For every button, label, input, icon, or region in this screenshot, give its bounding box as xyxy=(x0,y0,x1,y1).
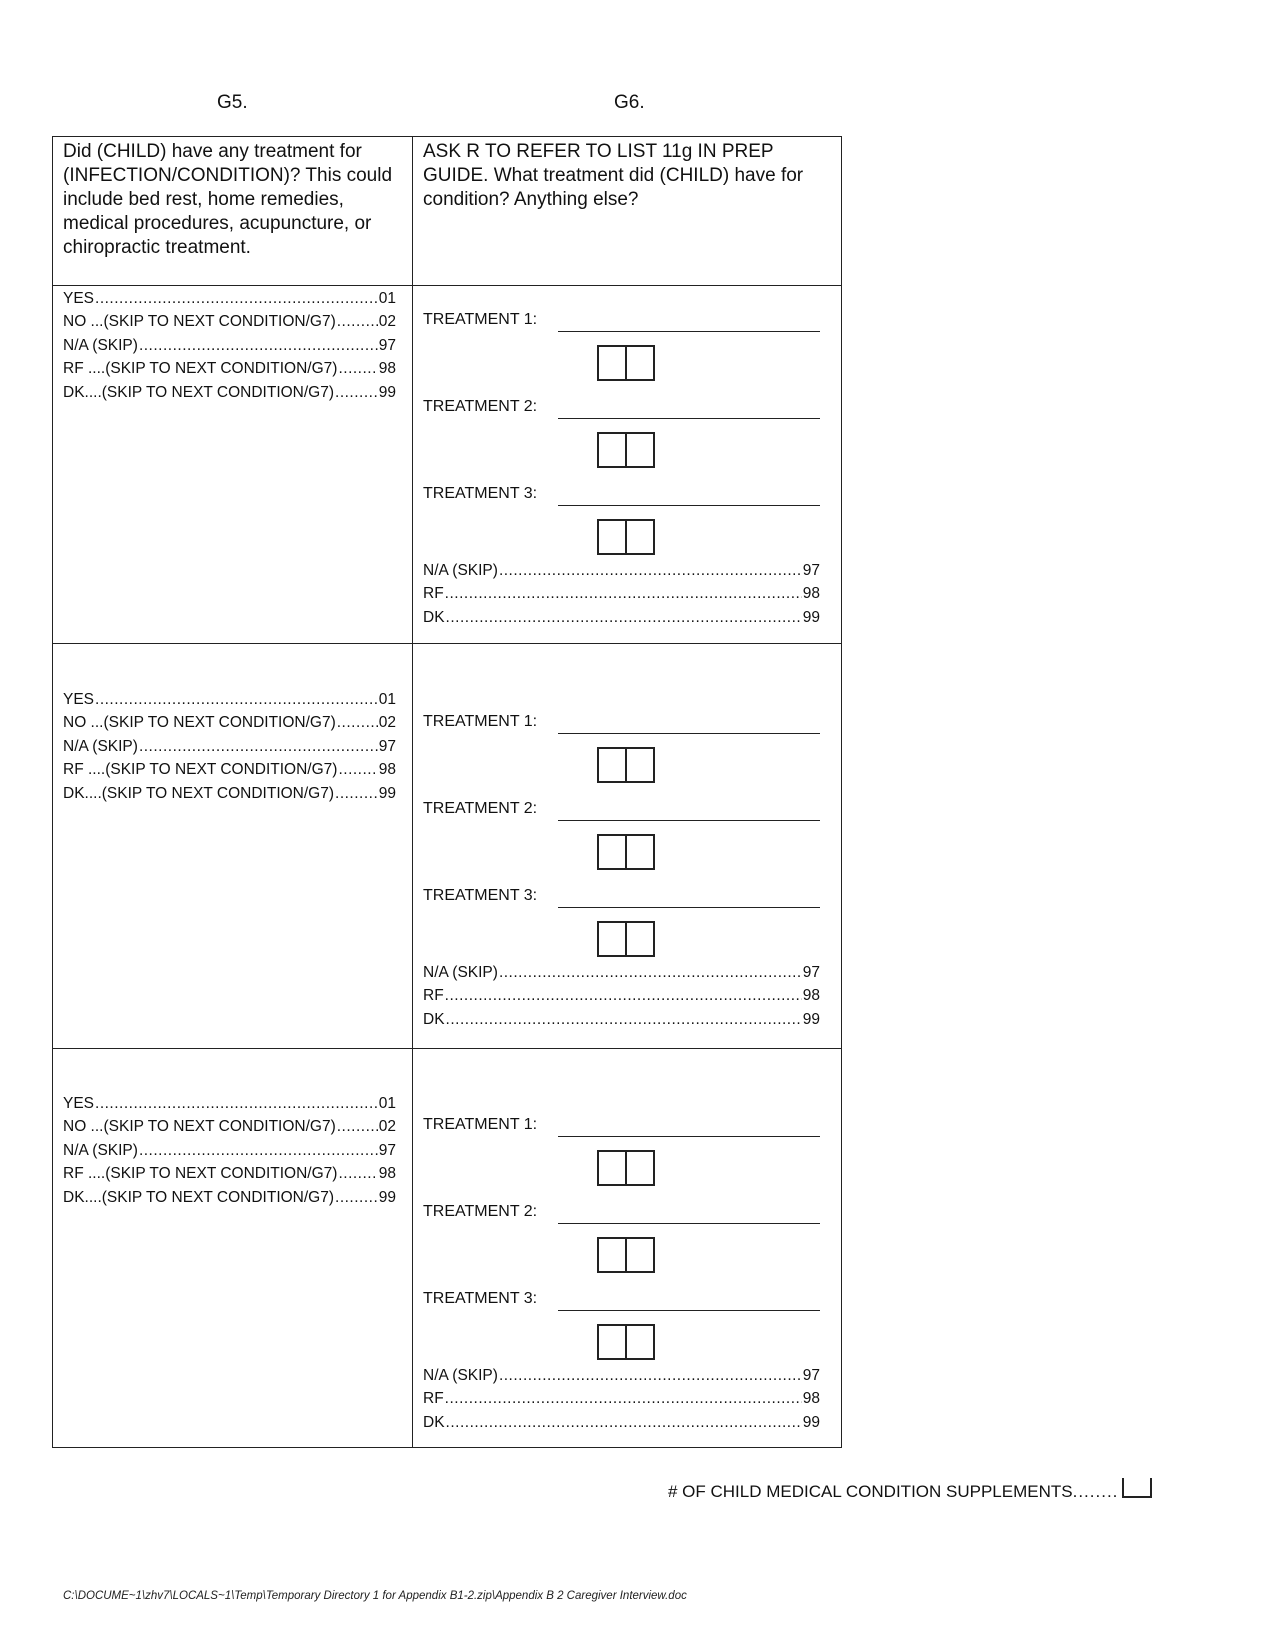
response-option[interactable]: N/A (SKIP) ..... 97 xyxy=(423,961,820,985)
g6-code-list xyxy=(423,1364,820,1435)
treatment-code-box[interactable] xyxy=(597,1237,655,1273)
response-option[interactable]: NO ...(SKIP TO NEXT CONDITION/G7) ..... 02 xyxy=(63,1116,396,1140)
treatment-entry xyxy=(423,1290,823,1370)
response-option[interactable]: YES ..... 01 xyxy=(63,287,396,311)
response-option[interactable]: DK....(SKIP TO NEXT CONDITION/G7) ..... 99 xyxy=(63,381,396,405)
treatment-code-box[interactable] xyxy=(597,921,655,957)
response-option[interactable]: N/A (SKIP) ..... 97 xyxy=(63,735,396,759)
g5-response-list xyxy=(63,688,396,806)
treatment-label: TREATMENT 3: xyxy=(423,887,538,904)
treatment-label: TREATMENT 1: xyxy=(423,1116,538,1133)
treatment-write-line[interactable] xyxy=(558,418,820,419)
supplements-count-box[interactable] xyxy=(1122,1478,1152,1498)
treatment-write-line[interactable] xyxy=(558,907,820,908)
row-divider xyxy=(53,1048,841,1049)
g6-treatment-block xyxy=(423,713,823,1033)
response-option[interactable]: NO ...(SKIP TO NEXT CONDITION/G7) ..... 02 xyxy=(63,712,396,736)
column-label-g5: G5. xyxy=(217,92,248,113)
response-option[interactable]: RF ..... 98 xyxy=(423,985,820,1009)
treatment-entry xyxy=(423,1116,823,1196)
response-option[interactable]: N/A (SKIP) ..... 97 xyxy=(63,1139,396,1163)
treatment-code-box[interactable] xyxy=(597,345,655,381)
response-option[interactable]: RF ..... 98 xyxy=(423,1388,820,1412)
treatment-code-box[interactable] xyxy=(597,834,655,870)
treatment-label: TREATMENT 1: xyxy=(423,311,538,328)
treatment-write-line[interactable] xyxy=(558,331,820,332)
treatment-write-line[interactable] xyxy=(558,505,820,506)
treatment-label: TREATMENT 3: xyxy=(423,485,538,502)
treatment-label: TREATMENT 2: xyxy=(423,800,538,817)
treatment-label: TREATMENT 1: xyxy=(423,713,538,730)
g5-response-list xyxy=(63,1092,396,1210)
treatment-label: TREATMENT 3: xyxy=(423,1290,538,1307)
supplements-label: # OF CHILD MEDICAL CONDITION SUPPLEMENTS xyxy=(668,1482,1073,1501)
response-option[interactable]: DK ..... 99 xyxy=(423,1411,820,1435)
response-option[interactable]: DK....(SKIP TO NEXT CONDITION/G7) ..... 99 xyxy=(63,782,396,806)
g5-question-text: Did (CHILD) have any treatment for (INFECTION/CONDITION)? This could include bed rest, home remedies, medical procedures, acupuncture, or chiropractic treatment. xyxy=(63,141,393,258)
treatment-write-line[interactable] xyxy=(558,1136,820,1137)
response-option[interactable]: YES ..... 01 xyxy=(63,688,396,712)
g6-code-list xyxy=(423,961,820,1032)
treatment-label: TREATMENT 2: xyxy=(423,1203,538,1220)
response-option[interactable]: YES ..... 01 xyxy=(63,1092,396,1116)
row-divider xyxy=(53,643,841,644)
treatment-code-box[interactable] xyxy=(597,1324,655,1360)
treatment-write-line[interactable] xyxy=(558,820,820,821)
response-option[interactable]: NO ...(SKIP TO NEXT CONDITION/G7) ..... 02 xyxy=(63,311,396,335)
supplements-count-line xyxy=(668,1478,1152,1502)
g6-treatment-block xyxy=(423,311,823,631)
treatment-write-line[interactable] xyxy=(558,1223,820,1224)
treatment-entry xyxy=(423,887,823,967)
g6-question-text: ASK R TO REFER TO LIST 11g IN PREP GUIDE. What treatment did (CHILD) have for condition? Anything else? xyxy=(423,141,804,210)
treatment-code-box[interactable] xyxy=(597,432,655,468)
response-option[interactable]: DK ..... 99 xyxy=(423,1008,820,1032)
treatment-entry xyxy=(423,713,823,793)
treatment-code-box[interactable] xyxy=(597,1150,655,1186)
response-option[interactable]: N/A (SKIP) ..... 97 xyxy=(423,559,820,583)
response-option[interactable]: RF ....(SKIP TO NEXT CONDITION/G7) ..... 98 xyxy=(63,1163,396,1187)
treatment-entry xyxy=(423,398,823,478)
response-option[interactable]: RF ....(SKIP TO NEXT CONDITION/G7) ..... 98 xyxy=(63,358,396,382)
treatment-label: TREATMENT 2: xyxy=(423,398,538,415)
response-option[interactable]: DK ..... 99 xyxy=(423,606,820,630)
document-footer-path: C:\DOCUME~1\zhv7\LOCALS~1\Temp\Temporary Directory 1 for Appendix B1-2.zip\Appendix B 2 Caregiver Interview.doc xyxy=(63,1590,687,1602)
column-divider xyxy=(412,137,413,1447)
response-option[interactable]: N/A (SKIP) ..... 97 xyxy=(63,334,396,358)
g5-response-list xyxy=(63,287,396,405)
response-option[interactable]: DK....(SKIP TO NEXT CONDITION/G7) ..... 99 xyxy=(63,1186,396,1210)
response-option[interactable]: RF ..... 98 xyxy=(423,583,820,607)
question-table xyxy=(52,136,842,1448)
row-divider xyxy=(53,285,841,286)
g6-code-list xyxy=(423,559,820,630)
treatment-entry xyxy=(423,1203,823,1283)
treatment-write-line[interactable] xyxy=(558,733,820,734)
treatment-entry xyxy=(423,311,823,391)
treatment-entry xyxy=(423,800,823,880)
treatment-write-line[interactable] xyxy=(558,1310,820,1311)
treatment-code-box[interactable] xyxy=(597,747,655,783)
supplements-leader-dots: ........ xyxy=(1072,1482,1119,1501)
treatment-entry xyxy=(423,485,823,565)
response-option[interactable]: N/A (SKIP) ..... 97 xyxy=(423,1364,820,1388)
column-label-g6: G6. xyxy=(614,92,645,113)
g6-treatment-block xyxy=(423,1116,823,1436)
treatment-code-box[interactable] xyxy=(597,519,655,555)
response-option[interactable]: RF ....(SKIP TO NEXT CONDITION/G7) ..... 98 xyxy=(63,759,396,783)
